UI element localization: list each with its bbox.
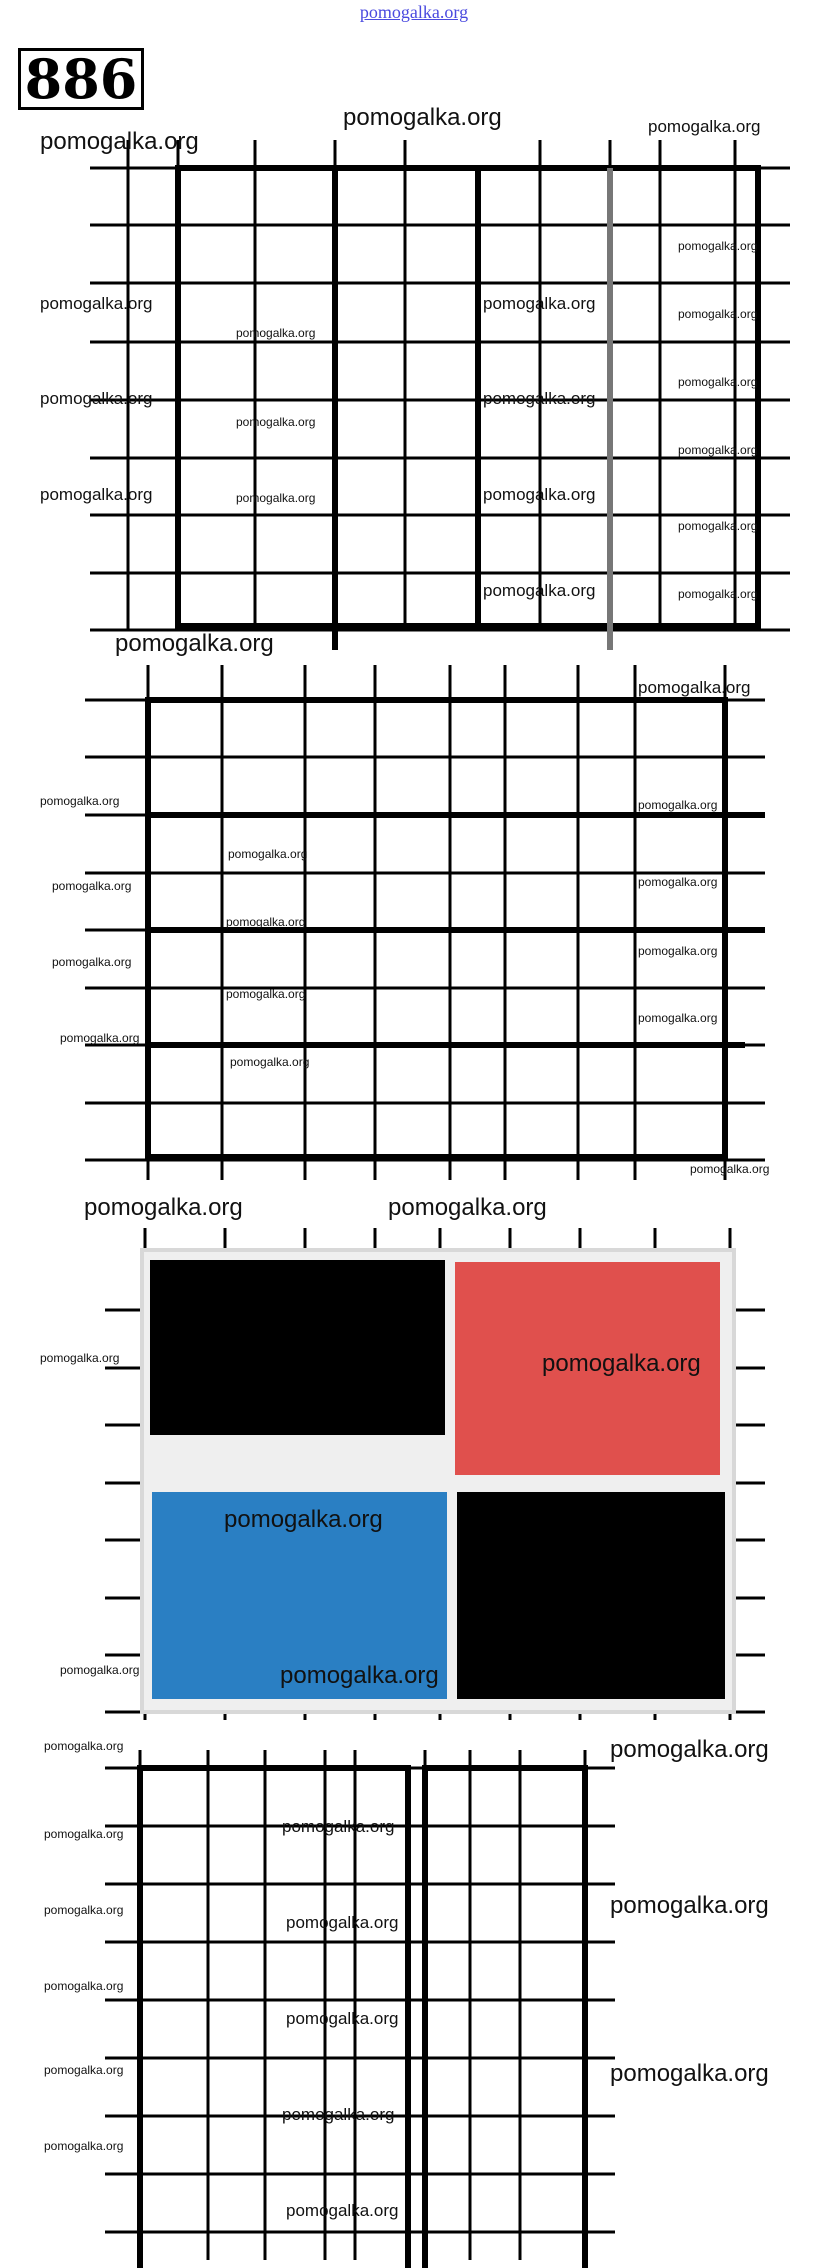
watermark: pomogalka.org [40,794,120,808]
watermark: pomogalka.org [60,1663,140,1677]
watermark: pomogalka.org [678,375,758,389]
figure-2-grid [0,660,828,1200]
watermark: pomogalka.org [678,307,758,321]
watermark: pomogalka.org [44,2139,124,2153]
watermark: pomogalka.org [40,485,153,504]
watermark: pomogalka.org [610,1892,769,1919]
problem-number: 886 [18,48,144,110]
watermark: pomogalka.org [638,678,751,697]
watermark: pomogalka.org [286,2009,399,2028]
watermark: pomogalka.org [40,294,153,313]
black-rectangle-bottom-right [457,1492,725,1699]
watermark: pomogalka.org [542,1350,701,1377]
watermark: pomogalka.org [44,1903,124,1917]
watermark: pomogalka.org [610,1736,769,1763]
watermark: pomogalka.org [648,117,761,136]
watermark: pomogalka.org [84,1194,243,1221]
watermark: pomogalka.org [52,879,132,893]
watermark: pomogalka.org [224,1506,383,1533]
watermark: pomogalka.org [236,415,316,429]
watermark: pomogalka.org [638,875,718,889]
watermark: pomogalka.org [40,1351,120,1365]
figure-4-grid [0,1720,828,2268]
watermark: pomogalka.org [483,485,596,504]
watermark: pomogalka.org [678,443,758,457]
watermark: pomogalka.org [226,915,306,929]
watermark: pomogalka.org [286,1913,399,1932]
watermark: pomogalka.org [690,1162,770,1176]
watermark: pomogalka.org [44,1827,124,1841]
watermark: pomogalka.org [638,798,718,812]
watermark: pomogalka.org [60,1031,140,1045]
watermark: pomogalka.org [483,581,596,600]
black-rectangle-top-left [150,1260,445,1435]
watermark: pomogalka.org [52,955,132,969]
figure-3-colored [0,1200,828,1720]
watermark: pomogalka.org [610,2060,769,2087]
watermark: pomogalka.org [44,2063,124,2077]
watermark: pomogalka.org [228,847,308,861]
watermark: pomogalka.org [40,389,153,408]
watermark: pomogalka.org [678,587,758,601]
watermark: pomogalka.org [280,1662,439,1689]
watermark: pomogalka.org [483,294,596,313]
watermark: pomogalka.org [678,239,758,253]
watermark: pomogalka.org [483,389,596,408]
watermark: pomogalka.org [44,1739,124,1753]
watermark: pomogalka.org [44,1979,124,1993]
watermark: pomogalka.org [286,2201,399,2220]
watermark: pomogalka.org [115,630,274,657]
watermark: pomogalka.org [678,519,758,533]
site-link[interactable]: pomogalka.org [359,2,469,22]
watermark: pomogalka.org [40,128,199,155]
watermark: pomogalka.org [282,2105,395,2124]
watermark: pomogalka.org [230,1055,310,1069]
watermark: pomogalka.org [226,987,306,1001]
watermark: pomogalka.org [282,1817,395,1836]
watermark: pomogalka.org [236,326,316,340]
watermark: pomogalka.org [343,104,502,131]
watermark: pomogalka.org [638,1011,718,1025]
watermark: pomogalka.org [388,1194,547,1221]
watermark: pomogalka.org [236,491,316,505]
watermark: pomogalka.org [638,944,718,958]
